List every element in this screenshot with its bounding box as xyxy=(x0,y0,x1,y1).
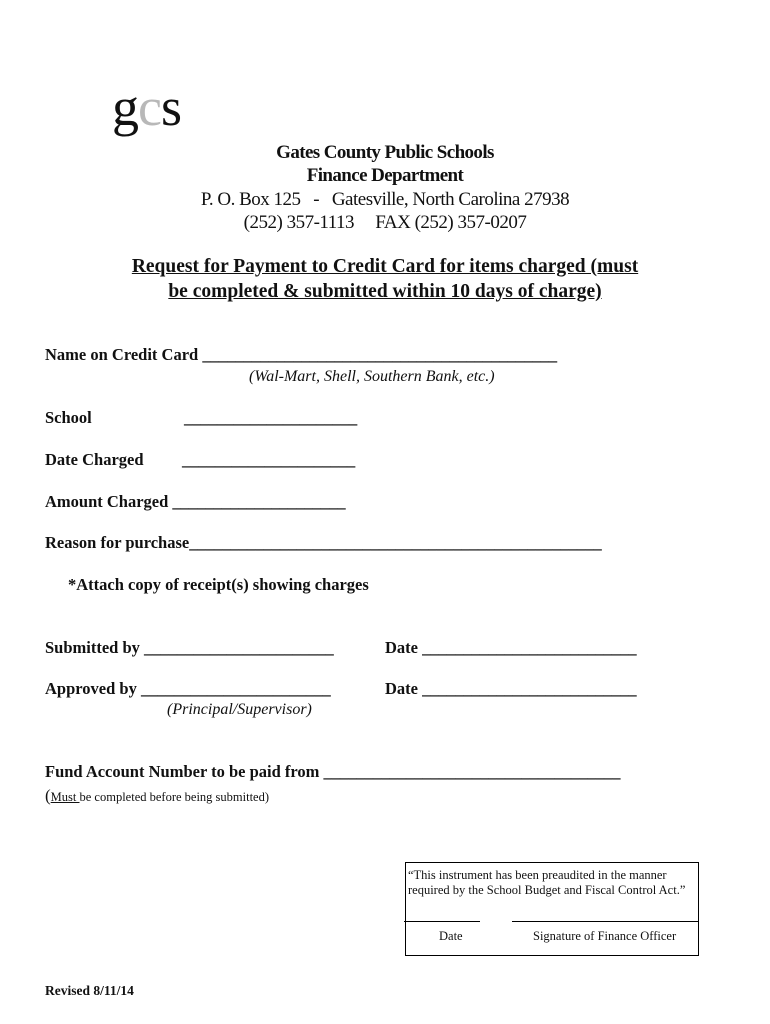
name-on-card-hint: (Wal-Mart, Shell, Southern Bank, etc.) xyxy=(249,368,495,385)
name-on-card-field[interactable]: Name on Credit Card ___________________________________________ xyxy=(45,345,558,364)
preaudit-box xyxy=(405,862,699,956)
date-charged-label: Date Charged xyxy=(45,450,144,469)
school-field[interactable]: _____________________ xyxy=(184,408,358,427)
finance-officer-signature-label: Signature of Finance Officer xyxy=(533,929,677,943)
fund-note-paren: ( xyxy=(45,786,51,805)
approved-by-hint: (Principal/Supervisor) xyxy=(167,701,312,718)
approved-date-field[interactable]: Date __________________________ xyxy=(385,679,637,698)
preaudit-date-label: Date xyxy=(439,929,463,943)
gcs-logo xyxy=(112,77,181,137)
org-name: Gates County Public Schools xyxy=(276,142,494,163)
form-title xyxy=(0,254,770,304)
attach-receipt-note: *Attach copy of receipt(s) showing charges xyxy=(68,575,369,594)
fund-account-note xyxy=(45,786,269,806)
submitted-date-field[interactable]: Date __________________________ xyxy=(385,638,637,657)
preaudit-statement: “This instrument has been preaudited in the manner required by the School Budget and Fiscal Control Act.” xyxy=(408,868,686,897)
form-title-line-1: Request for Payment to Credit Card for items charged (must xyxy=(131,256,639,277)
fund-account-field[interactable]: Fund Account Number to be paid from ____________________________________ xyxy=(45,762,621,781)
logo-letter-c: c xyxy=(138,77,161,137)
fund-note-text: be completed before being submitted) xyxy=(79,790,270,804)
school-label: School xyxy=(45,408,92,427)
department-name: Finance Department xyxy=(306,165,464,186)
amount-charged-field[interactable]: Amount Charged _____________________ xyxy=(45,492,346,511)
form-title-line-2: be completed & submitted within 10 days of charge) xyxy=(168,281,602,302)
address: P. O. Box 125 - Gatesville, North Carolina 27938 xyxy=(200,189,570,210)
date-signature-line[interactable] xyxy=(404,921,480,922)
officer-signature-line[interactable] xyxy=(512,921,698,922)
reason-for-purchase-field[interactable]: Reason for purchase__________________________________________________ xyxy=(45,533,602,552)
fund-note-must: Must xyxy=(50,790,80,804)
submitted-by-field[interactable]: Submitted by _______________________ xyxy=(45,638,334,657)
logo-letter-g: g xyxy=(112,77,138,137)
logo-letter-s: s xyxy=(160,77,181,137)
phone-fax: (252) 357-1113 FAX (252) 357-0207 xyxy=(243,212,527,233)
date-charged-field[interactable]: _____________________ xyxy=(182,450,356,469)
approved-by-field[interactable]: Approved by _______________________ xyxy=(45,679,331,698)
revised-date: Revised 8/11/14 xyxy=(45,983,134,998)
